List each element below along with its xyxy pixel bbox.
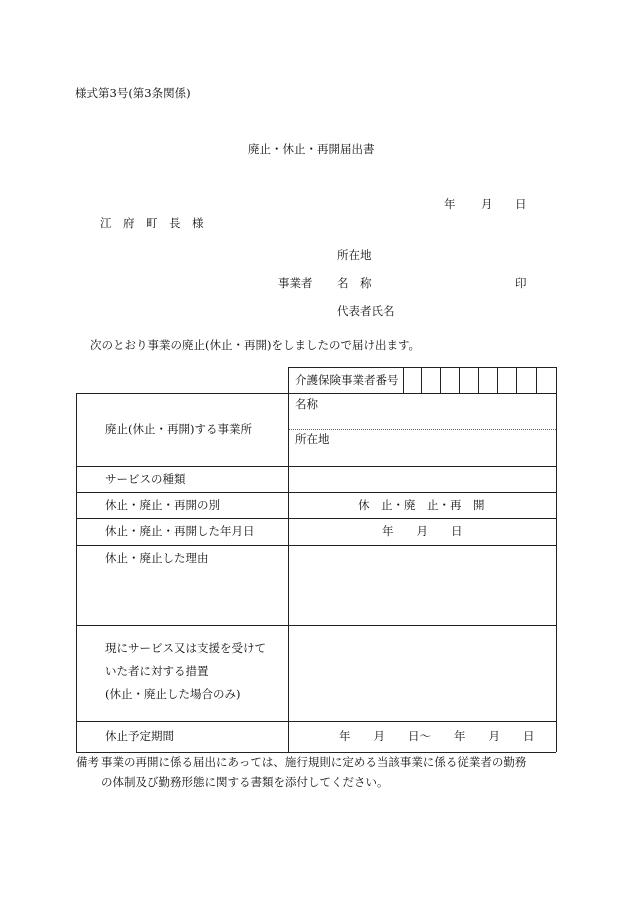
addressee: 江 府 町 長 様: [100, 216, 204, 230]
insurer-number-digit-box[interactable]: [516, 367, 517, 393]
seal-mark: 印: [515, 276, 527, 290]
measures-label-line2: いた者に対する措置: [105, 664, 209, 678]
insurer-number-digit-box[interactable]: [478, 367, 479, 393]
period-label: 休止予定期間: [105, 729, 174, 743]
applicant-name-label: 名 称: [337, 276, 372, 290]
insurer-number-digit-box[interactable]: [536, 367, 537, 393]
office-name-field[interactable]: [330, 396, 550, 424]
page-title: 廃止・休止・再開届出書: [248, 142, 375, 156]
date-label: 休止・廃止・再開した年月日: [105, 524, 255, 538]
service-type-label: サービスの種類: [105, 472, 186, 486]
insurer-number-digit-box[interactable]: [421, 367, 422, 393]
representative-label: 代表者氏名: [337, 304, 395, 318]
period-value[interactable]: 年 月 日～ 年 月 日: [339, 729, 535, 743]
note-line1: 事業の再開に係る届出にあっては、施行規則に定める当該事業に係る従業者の勤務: [101, 755, 527, 769]
office-name-label: 名称: [295, 397, 318, 411]
category-label: 休止・廃止・再開の別: [105, 498, 220, 512]
insurer-number-digit-box[interactable]: [440, 367, 441, 393]
category-options[interactable]: 休 止・廃 止・再 開: [358, 498, 485, 512]
date-month-label: 月: [481, 197, 493, 211]
office-address-field[interactable]: [340, 432, 550, 462]
applicant-address-label: 所在地: [337, 248, 372, 262]
measures-field[interactable]: [292, 628, 552, 718]
insurer-number-digit-box[interactable]: [497, 367, 498, 393]
office-label: 廃止(休止・再開)する事業所: [105, 422, 252, 436]
date-value[interactable]: 年 月 日: [382, 524, 463, 538]
note-label: 備考: [76, 755, 99, 769]
form-number: 様式第3号(第3条関係): [75, 86, 191, 100]
reason-label: 休止・廃止した理由: [105, 551, 209, 565]
office-address-label: 所在地: [295, 432, 330, 446]
intro-text: 次のとおり事業の廃止(休止・再開)をしましたので届け出ます。: [90, 338, 421, 352]
insurer-number-label: 介護保険事業者番号: [295, 373, 399, 387]
applicant-group-label: 事業者: [278, 276, 313, 290]
date-day-label: 日: [515, 197, 527, 211]
date-year-label: 年: [444, 197, 456, 211]
insurer-number-digit-box[interactable]: [459, 367, 460, 393]
service-type-field[interactable]: [292, 468, 552, 490]
reason-field[interactable]: [292, 548, 552, 622]
measures-label-line3: (休止・廃止した場合のみ): [105, 687, 241, 701]
note-line2: の体制及び勤務形態に関する書類を添付してください。: [101, 775, 389, 789]
measures-label-line1: 現にサービス又は支援を受けて: [105, 641, 266, 655]
insurer-number-digit-box[interactable]: [403, 367, 404, 393]
